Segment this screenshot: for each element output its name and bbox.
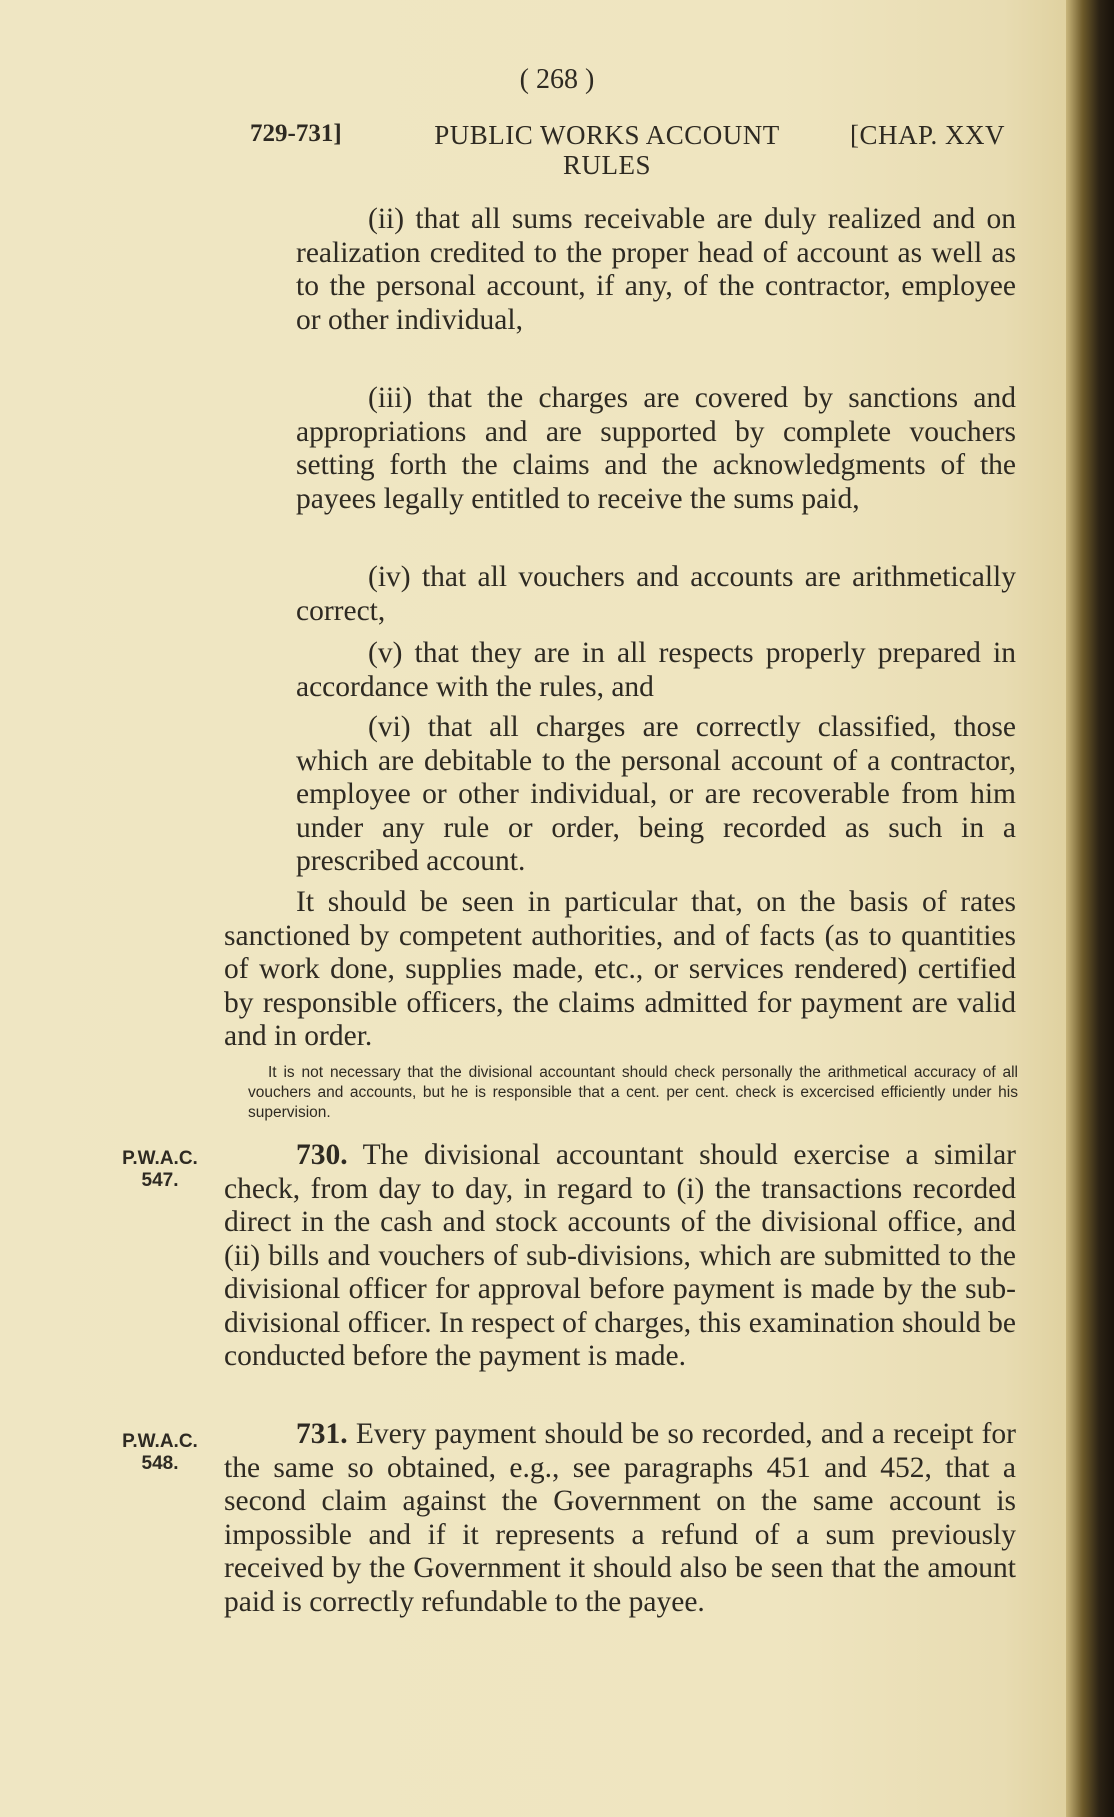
footnote-small-print: It is not necessary that the divisional accountant should check personally the arithmetical accuracy of all vouchers and accounts, but he is responsible that a cent. per cent. check is excercised efficiently under his supervision. — [248, 1064, 1018, 1121]
header-paragraph-range: 729-731] — [250, 120, 342, 147]
clause-ii: (ii) that all sums receivable are duly realized and on realization credited to the proper head of account as well as to the personal account, if any, of the contractor, employee or other individual, — [296, 203, 1016, 336]
section-text: The divisional accountant should exercise a similar check, from day to day, in regard to (i) the transactions recorded direct in the cash and stock accounts of the divisional office, and (ii) bills and vouchers of sub-divisions, which are submitted to the divisional officer for approval before payment is made by the sub-divisional officer. In respect of charges, this examination should be conducted before the payment is made. — [224, 1139, 1016, 1372]
page-number: ( 268 ) — [519, 64, 595, 95]
section-731 — [224, 1418, 1016, 1619]
margin-reference-731 — [105, 1431, 215, 1475]
section-number: 731. — [296, 1418, 348, 1450]
clause-v: (v) that they are in all respects properly prepared in accordance with the rules, and — [296, 637, 1016, 703]
clause-iv: (iv) that all vouchers and accounts are arithmetically correct, — [296, 561, 1016, 627]
margin-label: P.W.A.C. — [122, 1431, 198, 1452]
header-chapter: [CHAP. XXV — [850, 120, 1006, 150]
margin-number: 547. — [141, 1170, 179, 1191]
clause-vi: (vi) that all charges are correctly classified, those which are debitable to the personal account of a contractor, employee or other individual, or are recoverable from him under any rule or order, being recorded as such in a prescribed account. — [296, 711, 1016, 877]
clause-iii: (iii) that the charges are covered by sanctions and appropriations and are supported by complete vouchers setting forth the claims and the acknowledgments of the payees legally entitled to receive the sums paid, — [296, 382, 1016, 515]
margin-number: 548. — [141, 1453, 179, 1474]
section-730 — [224, 1139, 1016, 1374]
particular-paragraph: It should be seen in particular that, on the basis of rates sanctioned by competent authorities, and of facts (as to quantities of work done, supplies made, etc., or services rendered) certified by responsible officers, the claims admitted for payment are valid and in order. — [224, 886, 1016, 1052]
margin-reference-730 — [105, 1148, 215, 1192]
section-number: 730. — [296, 1139, 348, 1171]
margin-label: P.W.A.C. — [122, 1148, 198, 1169]
header-title: PUBLIC WORKS ACCOUNT RULES — [434, 120, 780, 180]
section-text: Every payment should be so recorded, and a receipt for the same so obtained, e.g., see paragraphs 451 and 452, that a second claim against the Government on the same account is impossible and if it represents a refund of a sum previously received by the Government it should also be seen that the amount paid is correctly refundable to the payee. — [224, 1418, 1017, 1618]
book-binding-edge — [1066, 0, 1114, 1817]
